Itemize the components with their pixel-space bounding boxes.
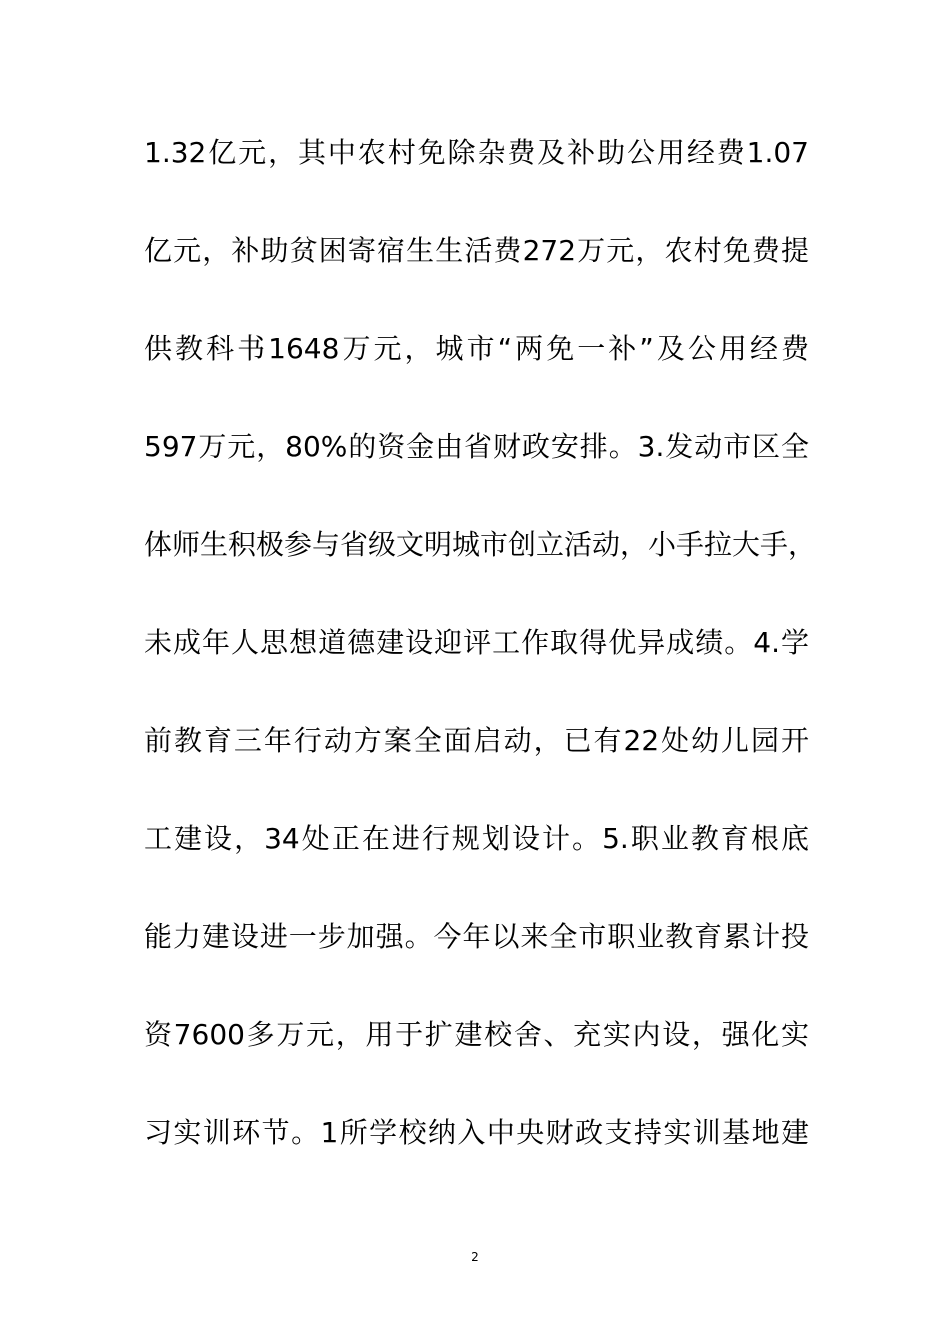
body-text-line: 前教育三年行动方案全面启动，已有22处幼儿园开 bbox=[144, 724, 809, 757]
body-text-line: 1.32亿元，其中农村免除杂费及补助公用经费1.07 bbox=[144, 136, 809, 169]
body-text-line: 能力建设进一步加强。今年以来全市职业教育累计投 bbox=[144, 920, 809, 953]
body-text-line: 未成年人思想道德建设迎评工作取得优异成绩。4.学 bbox=[144, 626, 809, 659]
body-text-line: 资7600多万元，用于扩建校舍、充实内设，强化实 bbox=[144, 1018, 809, 1051]
body-text-line: 体师生积极参与省级文明城市创立活动，小手拉大手， bbox=[144, 528, 817, 561]
body-text-line: 工建设，34处正在进行规划设计。5.职业教育根底 bbox=[144, 822, 809, 855]
body-text-line: 供教科书1648万元，城市“两免一补”及公用经费 bbox=[144, 332, 809, 365]
page-number: 2 bbox=[471, 1250, 479, 1264]
body-text-line: 597万元，80%的资金由省财政安排。3.发动市区全 bbox=[144, 430, 809, 463]
body-text-line: 亿元，补助贫困寄宿生生活费272万元，农村免费提 bbox=[144, 234, 809, 267]
body-text-line: 习实训环节。1所学校纳入中央财政支持实训基地建 bbox=[144, 1116, 809, 1149]
